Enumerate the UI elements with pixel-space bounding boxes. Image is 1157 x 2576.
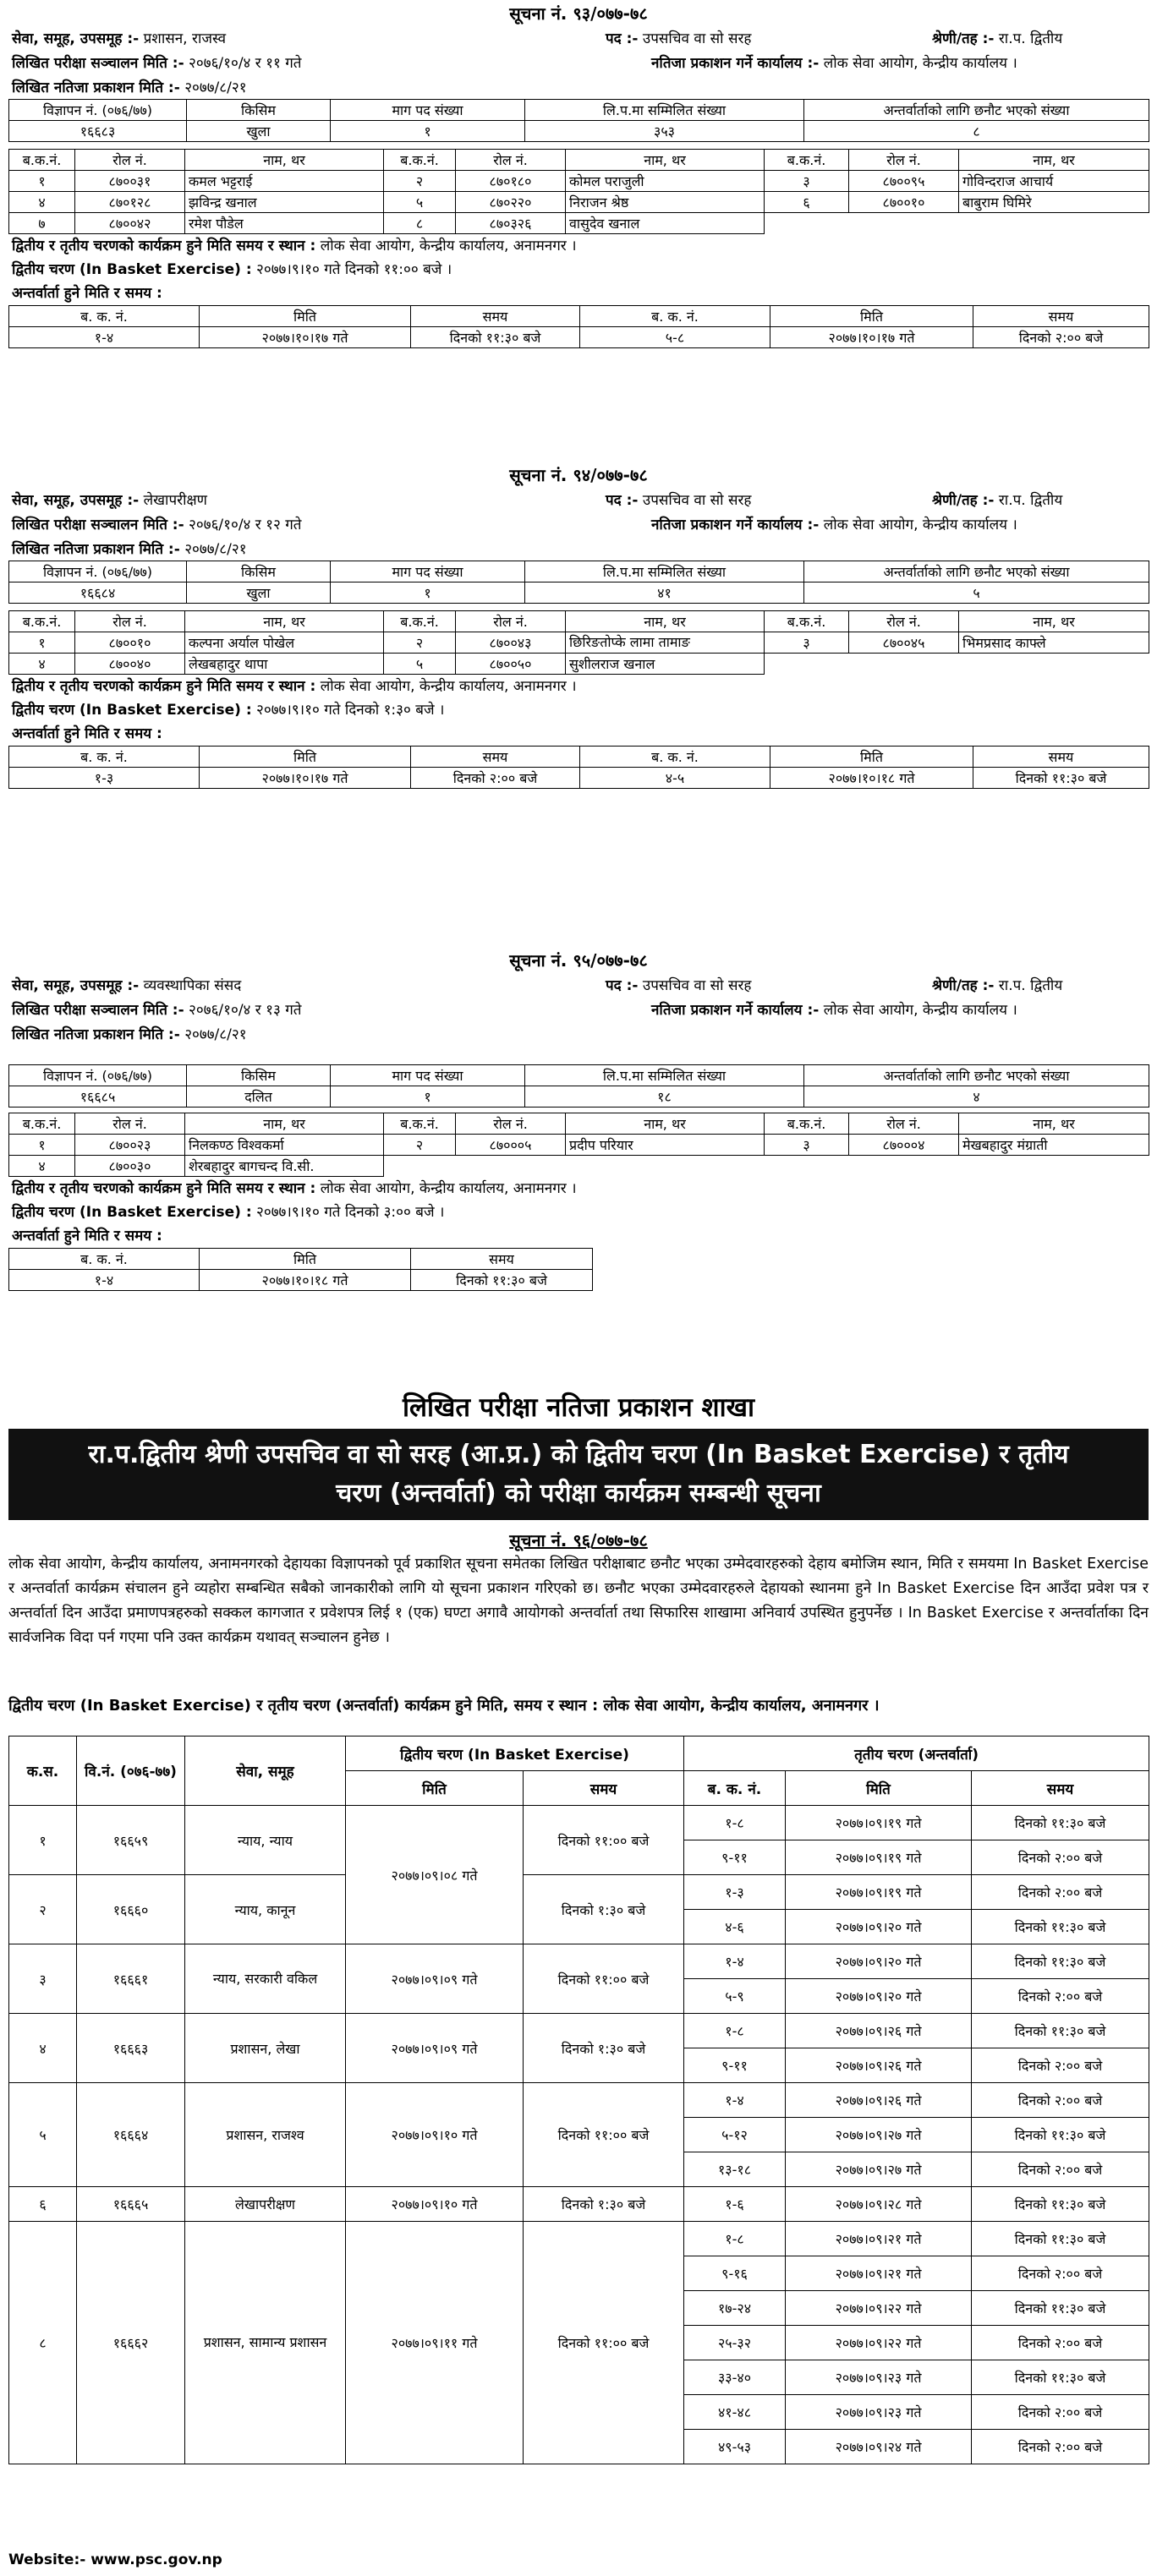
table-header-row: ब.क.नं. रोल नं. नाम, थर ब.क.नं. रोल नं. नाम, थर ब.क.नं. रोल नं. नाम, थर (9, 611, 1149, 632)
interview-heading: अन्तर्वार्ता हुने मिति र समय : (12, 285, 162, 302)
candidate-table (8, 149, 1149, 234)
interview-heading: अन्तर्वार्ता हुने मिति र समय : (12, 1228, 162, 1244)
table-row: ९-११ २०७७।०९।१९ गते दिनको २:०० बजे (9, 1840, 1149, 1875)
table-row: ४९-५३ २०७७।०९।२४ गते दिनको २:०० बजे (9, 2430, 1149, 2464)
table-header-row: क.स. वि.नं. (०७६-७७) सेवा, समूह द्वितीय चरण (In Basket Exercise) तृतीय चरण (अन्तर्वार्ता) (9, 1736, 1149, 1771)
stage2-line: द्वितीय चरण (In Basket Exercise) : २०७७।९।१० गते दिनको ११:०० बजे । (12, 261, 452, 278)
notice-96-schedule-line: द्वितीय चरण (In Basket Exercise) र तृतीय चरण (अन्तर्वार्ता) कार्यक्रम हुने मिति, समय र स्थान : लोक सेवा आयोग, केन्द्रीय कार्यालय, अनामनगर । (8, 1697, 880, 1715)
schedule-location-line: द्वितीय र तृतीय चरणको कार्यक्रम हुने मिति समय र स्थान : लोक सेवा आयोग, केन्द्रीय कार्यालय, अनामनगर । (12, 238, 577, 254)
exam-date-field: लिखित परीक्षा सञ्चालन मिति :- २०७६/१०/४ र १२ गते (12, 517, 302, 533)
exam-date-field: लिखित परीक्षा सञ्चालन मिति :- २०७६/१०/४ र १३ गते (12, 1002, 302, 1019)
table-row: ४-६ २०७७।०९।२० गते दिनको ११:३० बजे (9, 1910, 1149, 1944)
notice-94 (0, 462, 1157, 789)
stage2-line: द्वितीय चरण (In Basket Exercise) : २०७७।९।१० गते दिनको ३:०० बजे । (12, 1204, 445, 1221)
office-field: नतिजा प्रकाशन गर्ने कार्यालय :- लोक सेवा आयोग, केन्द्रीय कार्यालय । (651, 55, 1017, 72)
table-row: ९-१६ २०७७।०९।२१ गते दिनको २:०० बजे (9, 2256, 1149, 2291)
notice-96-title: सूचना नं. ९६/०७७-७८ (509, 1530, 648, 1551)
office-field: नतिजा प्रकाशन गर्ने कार्यालय :- लोक सेवा आयोग, केन्द्रीय कार्यालय । (651, 1002, 1017, 1019)
interview-heading: अन्तर्वार्ता हुने मिति र समय : (12, 725, 162, 742)
notice-95-title: सूचना नं. ९५/०७७-७८ (509, 950, 648, 971)
table-header-row: ब.क.नं. रोल नं. नाम, थर ब.क.नं. रोल नं. नाम, थर ब.क.नं. रोल नं. नाम, थर (9, 1113, 1149, 1135)
table-header-row: ब. क. नं. मिति समय ब. क. नं. मिति समय (9, 747, 1149, 768)
table-row: १७-२४ २०७७।०९।२२ गते दिनको ११:३० बजे (9, 2291, 1149, 2326)
table-row: ७ ८७००४२ रमेश पौडेल ८ ८७०३२६ वासुदेव खनाल (9, 213, 1149, 234)
table-row: १ ८७००१० कल्पना अर्याल पोखेल २ ८७००४३ छिरिङतोप्के लामा तामाङ ३ ८७००४५ भिमप्रसाद काफ्ले (9, 632, 1149, 654)
result-date-field: लिखित नतिजा प्रकाशन मिति :- २०७७/८/२१ (12, 541, 247, 558)
table-header-row: विज्ञापन नं. (०७६/७७) किसिम माग पद संख्या लि.प.मा सम्मिलित संख्या अन्तर्वार्ताको लागि छनौट भएको संख्या (9, 100, 1149, 121)
table-row: ८ १६६६२ प्रशासन, सामान्य प्रशासन २०७७।०९।११ गते दिनको ११:०० बजे १-८ २०७७।०९।२१ गते दिनको ११:३० बजे (9, 2222, 1149, 2256)
class-field: श्रेणी/तह :- रा.प. द्वितीय (932, 977, 1063, 994)
service-field: सेवा, समूह, उपसमूह :- लेखापरीक्षण (12, 492, 207, 509)
table-row: ३३-४० २०७७।०९।२३ गते दिनको ११:३० बजे (9, 2360, 1149, 2395)
table-row: २५-३२ २०७७।०९।२२ गते दिनको २:०० बजे (9, 2326, 1149, 2360)
table-row: ४ ८७००४० लेखबहादुर थापा ५ ८७००५० सुशीलराज खनाल (9, 654, 1149, 675)
table-row: ४१-४८ २०७७।०९।२३ गते दिनको २:०० बजे (9, 2395, 1149, 2430)
schedule-location-line: द्वितीय र तृतीय चरणको कार्यक्रम हुने मिति समय र स्थान : लोक सेवा आयोग, केन्द्रीय कार्यालय, अनामनगर । (12, 678, 577, 695)
table-row: १ १६६५९ न्याय, न्याय २०७७।०९।०८ गते दिनको ११:०० बजे १-८ २०७७।०९।१९ गते दिनको ११:३० बजे (9, 1806, 1149, 1840)
table-header-row: ब. क. नं. मिति समय (9, 1249, 593, 1270)
advertisement-table (8, 99, 1149, 142)
table-row: १-४ २०७७।१०।१७ गते दिनको ११:३० बजे ५-८ २०७७।१०।१७ गते दिनको २:०० बजे (9, 327, 1149, 348)
class-field: श्रेणी/तह :- रा.प. द्वितीय (932, 492, 1063, 509)
candidate-table (8, 1113, 1149, 1177)
banner-line-2: चरण (अन्तर्वार्ता) को परीक्षा कार्यक्रम सम्बन्धी सूचना (336, 1479, 821, 1508)
post-field: पद :- उपसचिव वा सो सरह (606, 30, 752, 47)
notice-93-title: सूचना नं. ९३/०७७-७८ (509, 3, 648, 24)
table-row: ४ १६६६३ प्रशासन, लेखा २०७७।०९।०९ गते दिनको १:३० बजे १-८ २०७७।०९।२६ गते दिनको ११:३० बजे (9, 2014, 1149, 2048)
schedule-table (8, 1736, 1149, 2464)
advertisement-table (8, 561, 1149, 604)
interview-table (8, 746, 1149, 789)
table-row: ५-१२ २०७७।०९।२७ गते दिनको ११:३० बजे (9, 2118, 1149, 2152)
exam-date-field: लिखित परीक्षा सञ्चालन मिति :- २०७६/१०/४ र ११ गते (12, 55, 302, 72)
interview-table (8, 305, 1149, 348)
table-row: १६६८४ खुला १ ४१ ५ (9, 582, 1149, 604)
interview-table (8, 1248, 593, 1291)
table-row: १-४ २०७७।१०।१८ गते दिनको ११:३० बजे (9, 1270, 593, 1291)
notice-94-title: सूचना नं. ९४/०७७-७८ (509, 465, 648, 485)
table-row: १३-१८ २०७७।०९।२७ गते दिनको २:०० बजे (9, 2152, 1149, 2187)
service-field: सेवा, समूह, उपसमूह :- व्यवस्थापिका संसद (12, 977, 242, 994)
result-date-field: लिखित नतिजा प्रकाशन मिति :- २०७७/८/२१ (12, 1026, 247, 1043)
table-row: ६ १६६६५ लेखापरीक्षण २०७७।०९।१० गते दिनको १:३० बजे १-६ २०७७।०९।२८ गते दिनको ११:३० बजे (9, 2187, 1149, 2222)
schedule-banner (8, 1429, 1149, 1520)
schedule-location-line: द्वितीय र तृतीय चरणको कार्यक्रम हुने मिति समय र स्थान : लोक सेवा आयोग, केन्द्रीय कार्यालय, अनामनगर । (12, 1180, 577, 1197)
table-row: १-३ २०७७।१०।१७ गते दिनको २:०० बजे ४-५ २०७७।१०।१८ गते दिनको ११:३० बजे (9, 768, 1149, 789)
advertisement-table (8, 1064, 1149, 1108)
table-row: १ ८७००२३ निलकण्ठ विश्वकर्मा २ ८७०००५ प्रदीप परियार ३ ८७०००४ मेखबहादुर मंग्राती (9, 1135, 1149, 1156)
table-row: ५-९ २०७७।०९।२० गते दिनको २:०० बजे (9, 1979, 1149, 2014)
table-row: ३ १६६६१ न्याय, सरकारी वकिल २०७७।०९।०९ गते दिनको ११:०० बजे १-४ २०७७।०९।२० गते दिनको ११:३० बजे (9, 1944, 1149, 1979)
result-date-field: लिखित नतिजा प्रकाशन मिति :- २०७७/८/२१ (12, 79, 247, 96)
banner-line-1: रा.प.द्वितीय श्रेणी उपसचिव वा सो सरह (आ.प्र.) को द्वितीय चरण (In Basket Exercise) र तृतीय (88, 1440, 1069, 1469)
table-row: १ ८७००३१ कमल भट्टराई २ ८७०१८० कोमल पराजुली ३ ८७००९५ गोविन्दराज आचार्य (9, 171, 1149, 192)
website-link[interactable]: Website:- www.psc.gov.np (8, 2551, 222, 2568)
table-header-row: विज्ञापन नं. (०७६/७७) किसिम माग पद संख्या लि.प.मा सम्मिलित संख्या अन्तर्वार्ताको लागि छनौट भएको संख्या (9, 561, 1149, 582)
notice-93 (0, 0, 1157, 348)
section-title: लिखित परीक्षा नतिजा प्रकाशन शाखा (402, 1392, 755, 1423)
table-row: २ १६६६० न्याय, कानून दिनको १:३० बजे १-३ २०७७।०९।१९ गते दिनको २:०० बजे (9, 1875, 1149, 1910)
table-row: ५ १६६६४ प्रशासन, राजश्व २०७७।०९।१० गते दिनको ११:०० बजे १-४ २०७७।०९।२६ गते दिनको २:०० बजे (9, 2083, 1149, 2118)
table-row: १६६८५ दलित १ १८ ४ (9, 1086, 1149, 1108)
notice-95 (0, 947, 1157, 1291)
table-header-row: ब.क.नं. रोल नं. नाम, थर ब.क.नं. रोल नं. नाम, थर ब.क.नं. रोल नं. नाम, थर (9, 150, 1149, 171)
table-row: १६६८३ खुला १ ३५३ ८ (9, 121, 1149, 142)
notice-96-paragraph: लोक सेवा आयोग, केन्द्रीय कार्यालय, अनामनगरको देहायका विज्ञापनको पूर्व प्रकाशित सूचना समेतका लिखित परीक्षाबाट छनौट भएका उम्मेदवारहरुको देहाय बमोजिम स्थान, मिति र समयमा In Basket Exercise र अन्तर्वार्ता कार्यक्रम संचालन हुने व्यहोरा सम्बन्धित सबैको जानकारीको लागि यो सूचना प्रकाशन गरिएको छ। छनौट भएका उम्मेदवारहरुले देहायको स्थानमा हुने In Basket Exercise दिन आउँदा प्रवेश पत्र र अन्तर्वार्ता दिन आउँदा प्रमाणपत्रहरुको सक्कल कागजात र प्रवेशपत्र लिई १ (एक) घण्टा अगावै आयोगको अन्तर्वार्ता तथा सिफारिस शाखामा अनिवार्य उपस्थित हुनुपर्नेछ । In Basket Exercise र अन्तर्वार्ताका दिन सार्वजनिक विदा पर्न गएमा पनि उक्त कार्यक्रम यथावत् सञ्चालन हुनेछ । (8, 1556, 1149, 1646)
table-row: ४ ८७०१२८ झविन्द्र खनाल ५ ८७०२२० निराजन श्रेष्ठ ६ ८७००१० बाबुराम घिमिरे (9, 192, 1149, 213)
table-row: ९-११ २०७७।०९।२६ गते दिनको २:०० बजे (9, 2048, 1149, 2083)
post-field: पद :- उपसचिव वा सो सरह (606, 492, 752, 509)
office-field: नतिजा प्रकाशन गर्ने कार्यालय :- लोक सेवा आयोग, केन्द्रीय कार्यालय । (651, 517, 1017, 533)
table-header-row: मिति समय ब. क. नं. मिति समय (9, 1771, 1149, 1806)
candidate-table (8, 610, 1149, 675)
table-row: ४ ८७००३० शेरबहादुर बागचन्द वि.सी. (9, 1156, 1149, 1177)
stage2-line: द्वितीय चरण (In Basket Exercise) : २०७७।९।१० गते दिनको १:३० बजे । (12, 702, 445, 719)
service-field: सेवा, समूह, उपसमूह :- प्रशासन, राजस्व (12, 30, 227, 47)
table-header-row: ब. क. नं. मिति समय ब. क. नं. मिति समय (9, 306, 1149, 327)
post-field: पद :- उपसचिव वा सो सरह (606, 977, 752, 994)
table-header-row: विज्ञापन नं. (०७६/७७) किसिम माग पद संख्या लि.प.मा सम्मिलित संख्या अन्तर्वार्ताको लागि छनौट भएको संख्या (9, 1065, 1149, 1086)
class-field: श्रेणी/तह :- रा.प. द्वितीय (932, 30, 1063, 47)
